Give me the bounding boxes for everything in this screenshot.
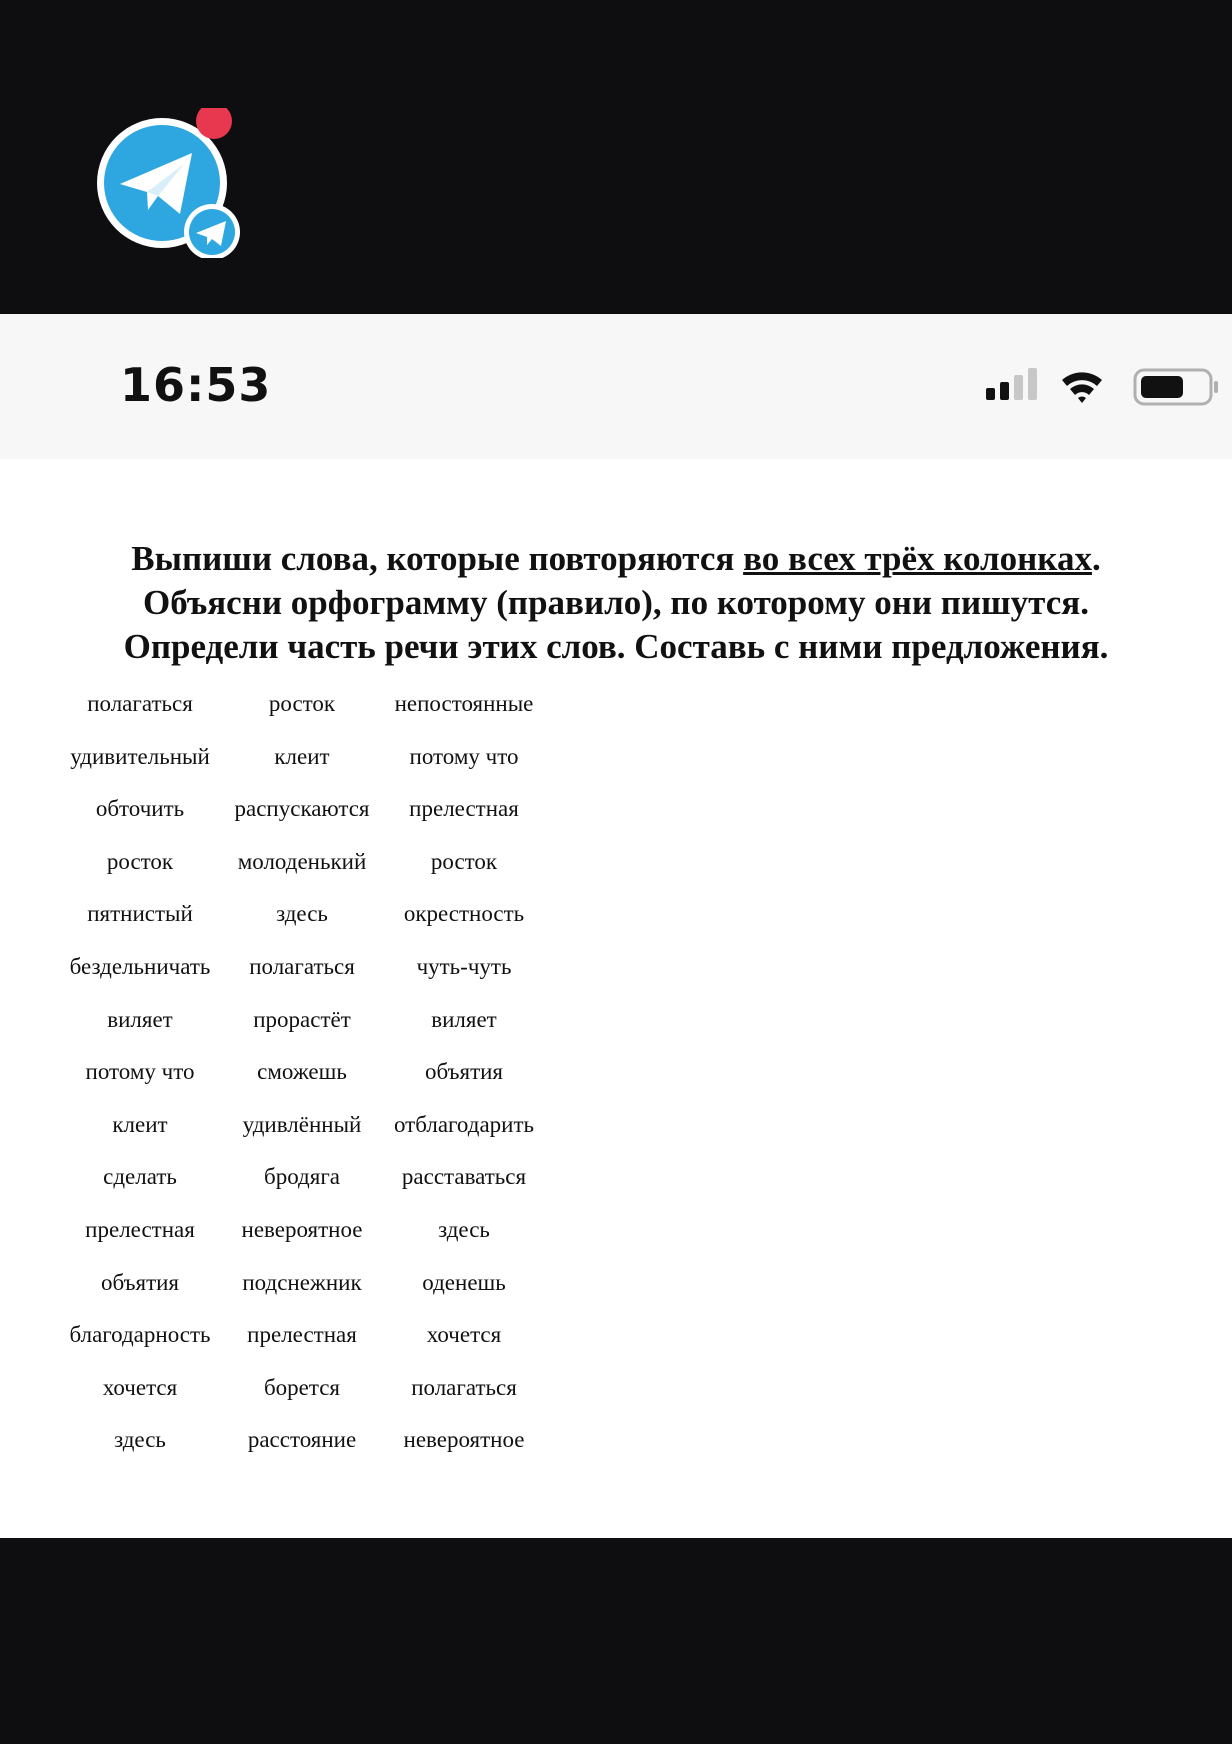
- wifi-icon: [1062, 372, 1102, 403]
- word-col-2: здесь: [276, 901, 328, 927]
- word-col-2: подснежник: [242, 1269, 362, 1295]
- word-row: [40, 952, 560, 1005]
- word-col-2: прелестная: [247, 1322, 357, 1348]
- word-col-3: окрестность: [403, 901, 525, 927]
- word-table: [40, 689, 560, 1478]
- word-col-2: невероятное: [241, 1216, 363, 1242]
- word-row: [40, 1005, 560, 1058]
- word-col-2: распускаются: [234, 796, 370, 822]
- status-time: 16:53: [120, 358, 272, 412]
- word-row: [40, 1215, 560, 1268]
- word-col-1: удивительный: [70, 743, 210, 769]
- word-col-2: борется: [263, 1374, 341, 1400]
- cellular-signal-icon: [986, 368, 1037, 400]
- word-row: [40, 689, 560, 742]
- word-col-2: полагаться: [249, 953, 355, 979]
- word-col-3: чуть-чуть: [416, 953, 512, 979]
- word-col-2: прорастёт: [253, 1006, 351, 1032]
- word-col-2: удивлённый: [242, 1111, 362, 1137]
- word-col-3: отблагодарить: [393, 1111, 535, 1137]
- underlined-phrase: во всех трёх колонках: [743, 539, 1092, 578]
- word-row: [40, 742, 560, 795]
- word-row: [40, 1162, 560, 1215]
- task-instruction: [0, 537, 1232, 669]
- word-col-1: объятия: [100, 1269, 180, 1295]
- word-col-3: хочется: [426, 1322, 502, 1348]
- word-col-2: клеит: [274, 743, 330, 769]
- word-col-1: хочется: [102, 1374, 178, 1400]
- word-col-1: росток: [106, 848, 174, 874]
- word-col-3: полагаться: [411, 1374, 517, 1400]
- word-col-3: виляет: [431, 1006, 497, 1032]
- task-line-2: Объясни орфограмму (правило), по которому они пишутся.: [142, 583, 1089, 622]
- word-row: [40, 1425, 560, 1478]
- status-bar: [0, 314, 1232, 459]
- word-row: [40, 847, 560, 900]
- word-row: [40, 1057, 560, 1110]
- word-col-3: непостоянные: [394, 691, 534, 716]
- word-col-3: оденешь: [422, 1269, 506, 1295]
- word-col-1: сделать: [103, 1164, 177, 1190]
- status-icons: [984, 366, 1224, 410]
- word-col-1: прелестная: [85, 1216, 195, 1242]
- bottom-dark-band: [0, 1538, 1232, 1744]
- word-col-1: виляет: [107, 1006, 173, 1032]
- word-col-2: расстояние: [247, 1427, 357, 1453]
- word-col-3: потому что: [409, 743, 519, 769]
- word-col-1: пятнистый: [87, 901, 193, 927]
- word-col-1: благодарность: [69, 1322, 211, 1348]
- word-col-1: здесь: [114, 1427, 166, 1453]
- battery-icon: [1135, 370, 1218, 404]
- word-row: [40, 1320, 560, 1373]
- word-col-1: бездельничать: [69, 953, 211, 979]
- task-line-1: Выпиши слова, которые повторяются во всех трёх колонках.: [131, 539, 1101, 578]
- word-row: [40, 1268, 560, 1321]
- word-col-2: росток: [268, 691, 336, 716]
- word-col-1: потому что: [85, 1059, 195, 1085]
- task-line-3: Определи часть речи этих слов. Составь с ними предложения.: [123, 627, 1109, 666]
- word-col-3: объятия: [424, 1059, 504, 1085]
- word-col-1: обточить: [95, 796, 185, 822]
- word-row: [40, 1110, 560, 1163]
- word-col-2: молоденький: [237, 848, 367, 874]
- worksheet-content: [0, 459, 1232, 1538]
- word-col-2: сможешь: [257, 1059, 347, 1085]
- word-row: [40, 899, 560, 952]
- word-col-3: прелестная: [409, 796, 519, 822]
- word-col-2: бродяга: [264, 1164, 340, 1190]
- word-col-3: здесь: [438, 1216, 490, 1242]
- word-col-1: полагаться: [87, 691, 193, 716]
- word-col-3: росток: [430, 848, 498, 874]
- telegram-app-icon[interactable]: [92, 108, 242, 258]
- word-row: [40, 1373, 560, 1426]
- word-col-3: расставаться: [401, 1164, 527, 1190]
- word-row: [40, 794, 560, 847]
- word-col-3: невероятное: [403, 1427, 525, 1453]
- word-col-1: клеит: [112, 1111, 168, 1137]
